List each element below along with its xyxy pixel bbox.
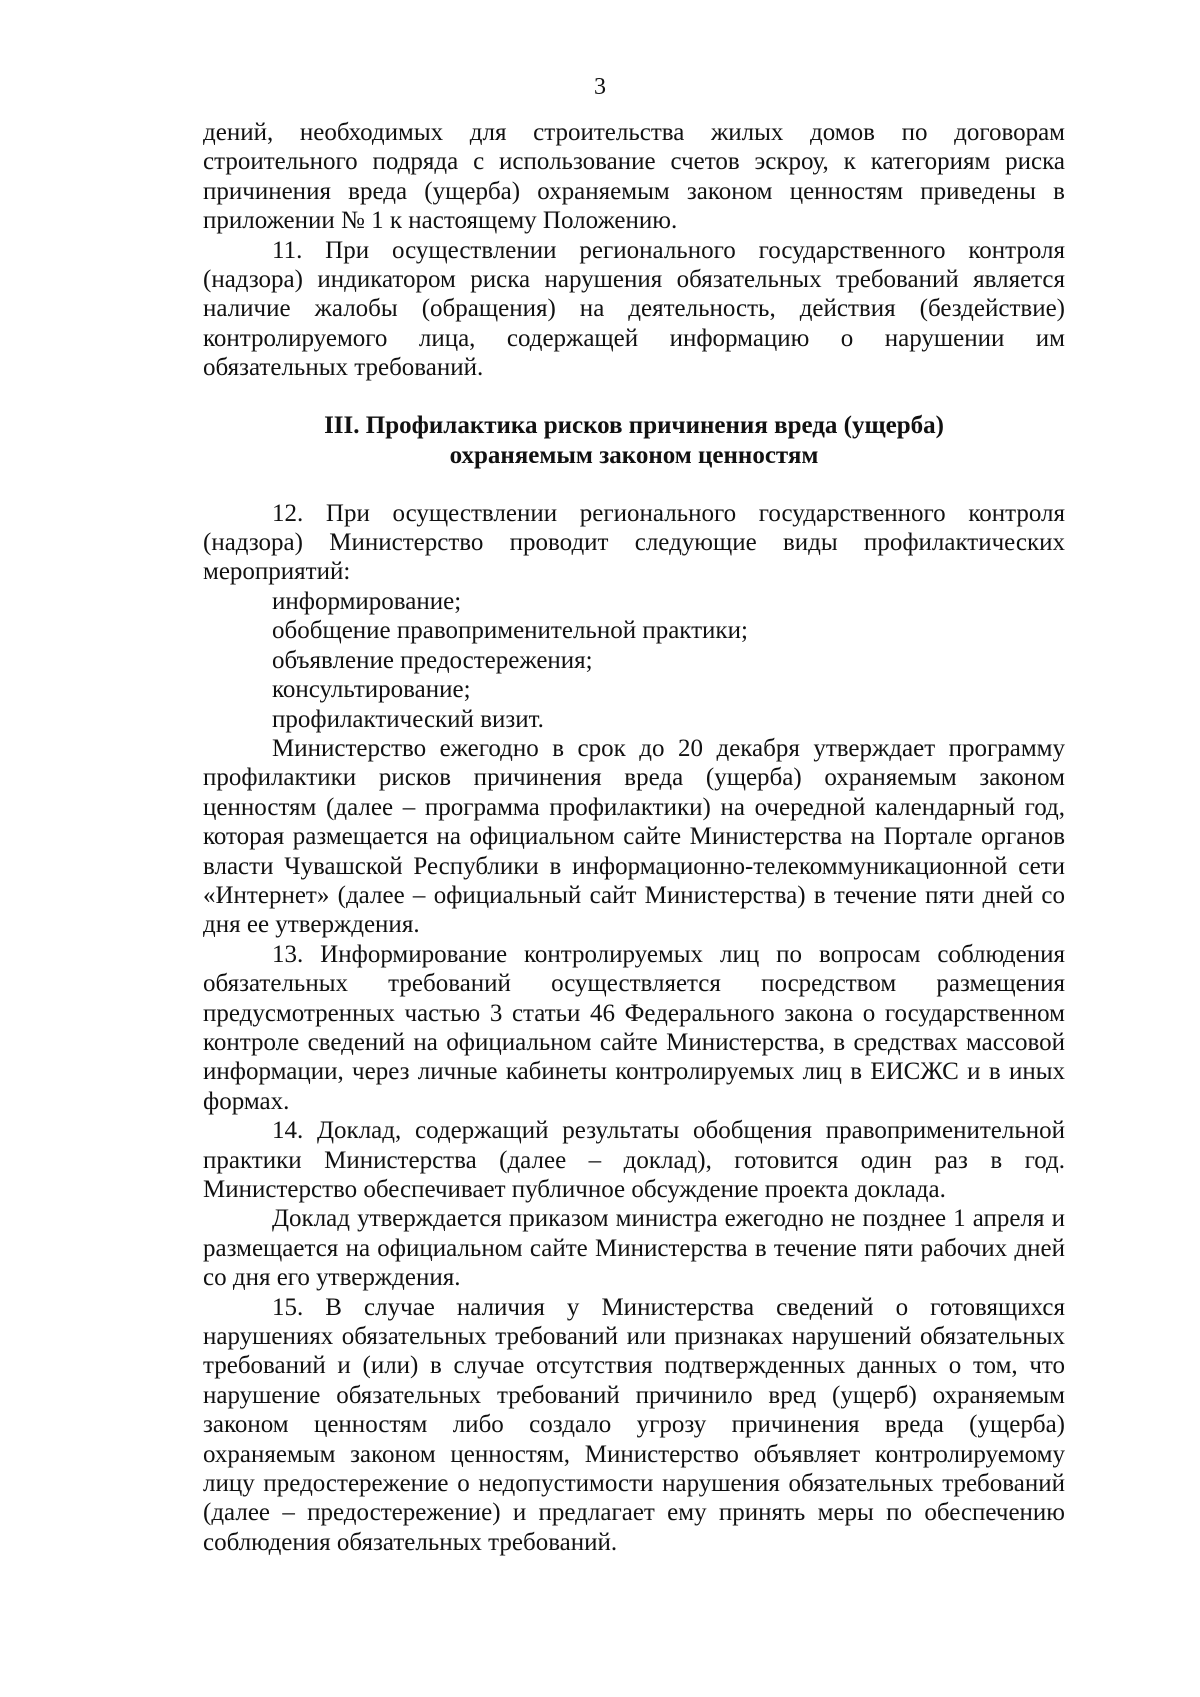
measure-list-item: информирование; <box>272 587 462 615</box>
section-heading <box>203 411 1065 471</box>
document-body <box>203 118 1065 1557</box>
measure-list-item: обобщение правоприменительной практики; <box>272 617 748 645</box>
measure-list-item: профилактический визит. <box>272 705 544 733</box>
section-heading-line-1: III. Профилактика рисков причинения вреда (ущерба) <box>324 411 944 439</box>
paragraph-program: Министерство ежегодно в срок до 20 декабря утверждает программу профилактики рисков причинения вреда (ущерба) охраняемым законом ценностям (далее – программа профилактики) на очередной календарный год, которая размещается на официальном сайте Министерства на Портале органов власти Чувашской Республики в информационно-телекоммуникационной сети «Интернет» (далее – официальный сайт Министерства) в течение пяти дней со дня ее утверждения. <box>203 734 1065 939</box>
paragraph-14: 14. Доклад, содержащий результаты обобщения правоприменительной практики Министерства (далее – доклад), готовится один раз в год. Министерство обеспечивает публичное обсуждение проекта доклада. <box>203 1117 1065 1203</box>
paragraph-report-approval: Доклад утверждается приказом министра ежегодно не позднее 1 апреля и размещается на официальном сайте Министерства в течение пяти рабочих дней со дня его утверждения. <box>203 1205 1065 1292</box>
paragraph-15: 15. В случае наличия у Министерства сведений о готовящихся нарушениях обязательных требований или признаках нарушений обязательных требований и (или) в случае отсутствия подтвержденных данных о том, что нарушение обязательных требований причинило вред (ущерб) охраняемым законом ценностям либо создало угрозу причинения вреда (ущерба) охраняемым законом ценностям, Министерство объявляет контролируемому лицу предостережение о недопустимости нарушения обязательных требований (далее – предостережение) и предлагает ему принять меры по обеспечению соблюдения обязательных требований. <box>203 1293 1065 1556</box>
measure-list-item: объявление предостережения; <box>272 646 593 674</box>
page-number: 3 <box>594 74 606 100</box>
paragraph-12: 12. При осуществлении регионального государственного контроля (надзора) Министерство проводит следующие виды профилактических мероприятий: <box>203 499 1065 586</box>
section-heading-line-2: охраняемым законом ценностям <box>449 441 819 469</box>
measure-list-item: консультирование; <box>272 676 471 704</box>
paragraph-11: 11. При осуществлении регионального государственного контроля (надзора) индикатором риска нарушения обязательных требований является наличие жалобы (обращения) на деятельность, действия (бездействие) контролируемого лица, содержащей информацию о нарушении им обязательных требований. <box>203 236 1065 382</box>
paragraph-13: 13. Информирование контролируемых лиц по вопросам соблюдения обязательных требований осуществляется посредством размещения предусмотренных частью 3 статьи 46 Федерального закона о государственном контроле сведений на официальном сайте Министерства, в средствах массовой информации, через личные кабинеты контролируемых лиц в ЕИСЖС и в иных формах. <box>203 940 1065 1115</box>
paragraph-continued: дений, необходимых для строительства жилых домов по договорам строительного подряда с использование счетов эскроу, к категориям риска причинения вреда (ущерба) охраняемым законом ценностям приведены в приложении № 1 к настоящему Положению. <box>203 119 1065 235</box>
